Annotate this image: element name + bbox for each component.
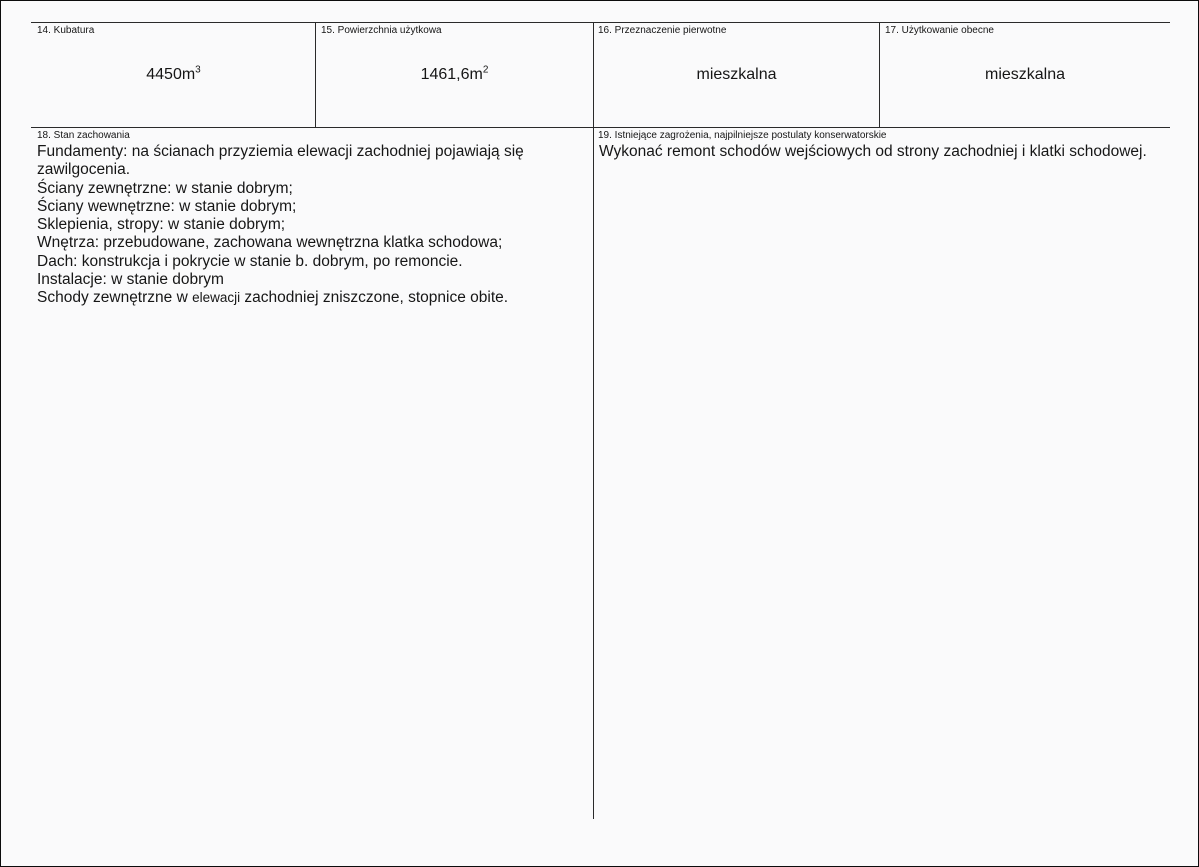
kubatura-number: 4450m xyxy=(146,66,196,83)
stan-line: Instalacje: w stanie dobrym xyxy=(37,271,224,289)
stan-line: Wnętrza: przebudowane, zachowana wewnętrzna klatka schodowa; xyxy=(37,234,503,252)
kubatura-unit-exponent: 3 xyxy=(195,64,201,76)
uzytkowanie-value: mieszkalna xyxy=(984,66,1066,83)
powierzchnia-value xyxy=(316,65,593,85)
stan-line: Fundamenty: na ścianach przyziemia elewacji zachodniej pojawiają się xyxy=(37,143,524,160)
zagrozenia-label: 19. Istniejące zagrożenia, najpilniejsze postulaty konserwatorskie xyxy=(598,130,887,141)
top-border xyxy=(31,22,1170,23)
zagrozenia-text: Wykonać remont schodów wejściowych od strony zachodniej i klatki schodowej. xyxy=(599,143,1147,160)
przeznaczenie-label: 16. Przeznaczenie pierwotne xyxy=(598,25,727,36)
stan-line: Ściany wewnętrzne: w stanie dobrym; xyxy=(37,197,297,215)
przeznaczenie-value: mieszkalna xyxy=(696,66,777,83)
stan-line-last xyxy=(37,289,524,307)
stan-zachowania-text xyxy=(37,143,524,308)
stan-line: Ściany zewnętrzne: w stanie dobrym; xyxy=(37,179,293,197)
stan-last-small: elewacji xyxy=(192,290,241,306)
stan-last-after: zachodniej zniszczone, stopnice obite. xyxy=(240,289,509,307)
powierzchnia-unit-exponent: 2 xyxy=(482,64,489,76)
kubatura-value xyxy=(32,65,315,85)
kubatura-label: 14. Kubatura xyxy=(37,25,95,36)
cell-divider-2 xyxy=(593,22,594,819)
powierzchnia-label: 15. Powierzchnia użytkowa xyxy=(321,25,442,36)
stan-line: Dach: konstrukcja i pokrycie w stanie b. dobrym, po remoncie. xyxy=(37,252,463,270)
stan-line: zawilgocenia. xyxy=(37,161,131,179)
stan-line: Sklepienia, stropy: w stanie dobrym; xyxy=(37,216,286,234)
uzytkowanie-label: 17. Użytkowanie obecne xyxy=(885,25,994,36)
stan-last-before: Schody zewnętrzne w xyxy=(37,289,193,307)
stan-zachowania-label: 18. Stan zachowania xyxy=(37,130,130,141)
middle-border xyxy=(31,127,1170,128)
powierzchnia-number: 1461,6m xyxy=(420,66,483,83)
